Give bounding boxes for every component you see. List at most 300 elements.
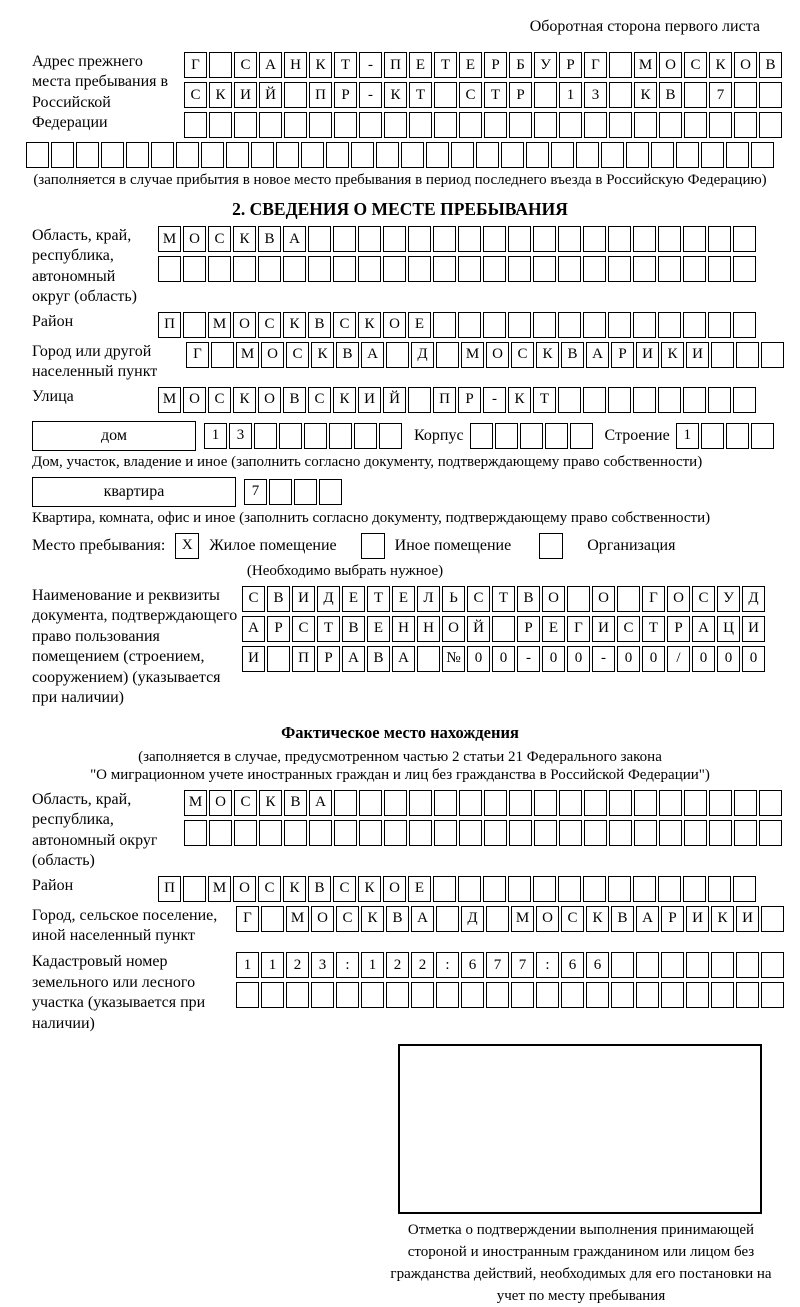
char-cell[interactable] [409,790,432,816]
char-cell[interactable]: 3 [584,82,607,108]
char-cell[interactable] [358,256,381,282]
char-cell[interactable]: О [734,52,757,78]
char-cell[interactable]: И [292,586,315,612]
char-cell[interactable] [633,256,656,282]
char-cell[interactable] [484,790,507,816]
char-cell[interactable]: К [209,82,232,108]
char-cell[interactable] [583,876,606,902]
char-cell[interactable] [711,342,734,368]
char-cell[interactable]: С [511,342,534,368]
char-cell[interactable] [51,142,74,168]
char-cell[interactable]: 1 [261,952,284,978]
char-cell[interactable] [609,820,632,846]
char-cell[interactable] [708,387,731,413]
char-cell[interactable] [361,982,384,1008]
char-cell[interactable] [508,256,531,282]
char-cell[interactable] [284,82,307,108]
char-cell[interactable]: 1 [559,82,582,108]
char-cell[interactable] [684,82,707,108]
char-cell[interactable]: К [536,342,559,368]
char-cell[interactable] [483,226,506,252]
char-cell[interactable]: О [542,586,565,612]
char-cell[interactable] [534,112,557,138]
char-cell[interactable] [286,982,309,1008]
char-cell[interactable] [751,142,774,168]
char-cell[interactable]: О [592,586,615,612]
char-cell[interactable] [484,820,507,846]
char-cell[interactable] [376,142,399,168]
char-cell[interactable] [611,952,634,978]
char-cell[interactable] [659,790,682,816]
char-cell[interactable] [183,256,206,282]
char-cell[interactable] [733,256,756,282]
char-cell[interactable] [234,820,257,846]
char-cell[interactable]: Н [417,616,440,642]
char-cell[interactable]: О [442,616,465,642]
char-cell[interactable] [558,387,581,413]
char-cell[interactable]: В [342,616,365,642]
char-cell[interactable] [676,142,699,168]
char-cell[interactable] [334,790,357,816]
char-cell[interactable] [201,142,224,168]
char-cell[interactable]: К [311,342,334,368]
char-cell[interactable]: С [286,342,309,368]
char-cell[interactable] [567,586,590,612]
char-cell[interactable]: С [242,586,265,612]
char-cell[interactable] [384,112,407,138]
char-cell[interactable] [426,142,449,168]
char-cell[interactable]: В [258,226,281,252]
char-cell[interactable] [451,142,474,168]
char-cell[interactable] [683,387,706,413]
char-cell[interactable]: О [311,906,334,932]
char-cell[interactable]: Е [392,586,415,612]
char-cell[interactable]: 1 [361,952,384,978]
char-cell[interactable] [658,876,681,902]
char-cell[interactable] [461,982,484,1008]
char-cell[interactable]: К [661,342,684,368]
char-cell[interactable]: - [483,387,506,413]
char-cell[interactable] [508,226,531,252]
char-cell[interactable]: О [233,312,256,338]
char-cell[interactable] [209,820,232,846]
stay-option-residential-checkbox[interactable]: X [175,533,199,559]
char-cell[interactable] [651,142,674,168]
char-cell[interactable] [433,312,456,338]
char-cell[interactable]: А [342,646,365,672]
char-cell[interactable] [559,112,582,138]
char-cell[interactable] [759,820,782,846]
char-cell[interactable] [734,820,757,846]
char-cell[interactable] [733,312,756,338]
char-cell[interactable] [633,226,656,252]
char-cell[interactable] [634,820,657,846]
char-cell[interactable]: - [359,82,382,108]
char-cell[interactable]: 1 [676,423,699,449]
char-cell[interactable]: 3 [229,423,252,449]
char-cell[interactable]: К [709,52,732,78]
char-cell[interactable]: С [692,586,715,612]
char-cell[interactable]: Д [317,586,340,612]
char-cell[interactable]: И [592,616,615,642]
char-cell[interactable] [659,820,682,846]
char-cell[interactable]: М [286,906,309,932]
char-cell[interactable] [336,982,359,1008]
char-cell[interactable] [559,820,582,846]
char-cell[interactable] [686,952,709,978]
char-cell[interactable] [545,423,568,449]
char-cell[interactable] [476,142,499,168]
char-cell[interactable] [351,142,374,168]
char-cell[interactable]: П [158,876,181,902]
char-cell[interactable]: О [486,342,509,368]
char-cell[interactable] [267,646,290,672]
char-cell[interactable] [433,226,456,252]
char-cell[interactable] [733,226,756,252]
char-cell[interactable]: Р [667,616,690,642]
char-cell[interactable] [276,142,299,168]
char-cell[interactable] [209,52,232,78]
char-cell[interactable]: Л [417,586,440,612]
char-cell[interactable]: И [636,342,659,368]
char-cell[interactable] [483,256,506,282]
char-cell[interactable]: Р [517,616,540,642]
char-cell[interactable] [558,226,581,252]
char-cell[interactable]: С [561,906,584,932]
char-cell[interactable] [708,256,731,282]
char-cell[interactable]: - [592,646,615,672]
char-cell[interactable] [26,142,49,168]
char-cell[interactable] [583,312,606,338]
char-cell[interactable]: К [358,876,381,902]
char-cell[interactable]: М [461,342,484,368]
char-cell[interactable] [408,256,431,282]
char-cell[interactable]: Й [259,82,282,108]
char-cell[interactable]: Р [509,82,532,108]
char-cell[interactable]: С [258,312,281,338]
char-cell[interactable]: С [684,52,707,78]
char-cell[interactable] [709,820,732,846]
char-cell[interactable]: № [442,646,465,672]
char-cell[interactable]: Т [533,387,556,413]
char-cell[interactable] [459,790,482,816]
char-cell[interactable] [626,142,649,168]
char-cell[interactable]: 0 [692,646,715,672]
char-cell[interactable] [559,790,582,816]
char-cell[interactable]: А [309,790,332,816]
char-cell[interactable]: М [208,876,231,902]
char-cell[interactable] [611,982,634,1008]
char-cell[interactable]: В [611,906,634,932]
char-cell[interactable] [408,387,431,413]
char-cell[interactable] [308,256,331,282]
char-cell[interactable]: М [208,312,231,338]
char-cell[interactable] [683,256,706,282]
char-cell[interactable] [211,342,234,368]
char-cell[interactable] [683,876,706,902]
char-cell[interactable] [711,952,734,978]
char-cell[interactable] [570,423,593,449]
char-cell[interactable] [226,142,249,168]
char-cell[interactable]: К [333,387,356,413]
char-cell[interactable]: Д [461,906,484,932]
char-cell[interactable] [636,982,659,1008]
char-cell[interactable] [583,256,606,282]
char-cell[interactable] [458,256,481,282]
char-cell[interactable] [354,423,377,449]
char-cell[interactable]: / [667,646,690,672]
char-cell[interactable] [584,112,607,138]
char-cell[interactable] [609,52,632,78]
char-cell[interactable]: Г [184,52,207,78]
char-cell[interactable] [359,112,382,138]
char-cell[interactable]: С [459,82,482,108]
char-cell[interactable]: И [686,342,709,368]
char-cell[interactable] [736,982,759,1008]
char-cell[interactable]: Е [367,616,390,642]
char-cell[interactable]: М [184,790,207,816]
char-cell[interactable] [509,112,532,138]
char-cell[interactable] [558,876,581,902]
char-cell[interactable]: И [358,387,381,413]
char-cell[interactable] [608,312,631,338]
char-cell[interactable]: 2 [386,952,409,978]
char-cell[interactable]: Й [383,387,406,413]
stay-option-organization-checkbox[interactable] [539,533,563,559]
char-cell[interactable]: О [183,387,206,413]
char-cell[interactable]: 2 [286,952,309,978]
char-cell[interactable]: Е [408,312,431,338]
char-cell[interactable] [283,256,306,282]
char-cell[interactable] [584,820,607,846]
char-cell[interactable]: Г [236,906,259,932]
char-cell[interactable] [411,982,434,1008]
char-cell[interactable] [733,387,756,413]
char-cell[interactable] [492,616,515,642]
char-cell[interactable] [508,312,531,338]
char-cell[interactable]: И [242,646,265,672]
char-cell[interactable] [434,112,457,138]
char-cell[interactable] [208,256,231,282]
char-cell[interactable] [533,876,556,902]
char-cell[interactable] [261,906,284,932]
char-cell[interactable]: А [586,342,609,368]
char-cell[interactable]: Т [484,82,507,108]
char-cell[interactable] [233,256,256,282]
char-cell[interactable] [301,142,324,168]
char-cell[interactable] [319,479,342,505]
char-cell[interactable]: 0 [467,646,490,672]
char-cell[interactable] [684,820,707,846]
char-cell[interactable] [609,790,632,816]
char-cell[interactable]: П [158,312,181,338]
char-cell[interactable]: Г [642,586,665,612]
char-cell[interactable]: : [436,952,459,978]
char-cell[interactable] [284,820,307,846]
char-cell[interactable]: М [158,226,181,252]
char-cell[interactable] [386,342,409,368]
char-cell[interactable] [409,820,432,846]
char-cell[interactable]: 2 [411,952,434,978]
char-cell[interactable] [483,876,506,902]
char-cell[interactable] [584,790,607,816]
char-cell[interactable]: С [184,82,207,108]
char-cell[interactable]: - [359,52,382,78]
char-cell[interactable] [384,820,407,846]
char-cell[interactable]: В [336,342,359,368]
char-cell[interactable]: Е [542,616,565,642]
char-cell[interactable]: К [283,312,306,338]
char-cell[interactable] [294,479,317,505]
char-cell[interactable]: О [258,387,281,413]
char-cell[interactable] [261,982,284,1008]
char-cell[interactable] [526,142,549,168]
char-cell[interactable] [617,586,640,612]
char-cell[interactable]: О [383,312,406,338]
char-cell[interactable] [759,790,782,816]
char-cell[interactable]: А [411,906,434,932]
char-cell[interactable]: Р [267,616,290,642]
char-cell[interactable]: П [384,52,407,78]
char-cell[interactable] [258,256,281,282]
char-cell[interactable]: 1 [204,423,227,449]
char-cell[interactable] [661,952,684,978]
char-cell[interactable] [386,982,409,1008]
char-cell[interactable]: Т [367,586,390,612]
char-cell[interactable]: К [358,312,381,338]
char-cell[interactable]: 7 [709,82,732,108]
char-cell[interactable]: С [333,312,356,338]
char-cell[interactable]: Р [458,387,481,413]
char-cell[interactable] [417,646,440,672]
char-cell[interactable] [433,256,456,282]
char-cell[interactable]: Р [611,342,634,368]
char-cell[interactable]: 0 [542,646,565,672]
stay-option-other-checkbox[interactable] [361,533,385,559]
char-cell[interactable] [359,790,382,816]
char-cell[interactable]: С [258,876,281,902]
char-cell[interactable]: К [586,906,609,932]
char-cell[interactable] [470,423,493,449]
char-cell[interactable] [683,312,706,338]
char-cell[interactable]: В [308,876,331,902]
char-cell[interactable] [558,256,581,282]
char-cell[interactable] [726,142,749,168]
char-cell[interactable]: М [236,342,259,368]
char-cell[interactable] [458,226,481,252]
char-cell[interactable] [759,82,782,108]
char-cell[interactable] [484,112,507,138]
char-cell[interactable]: К [233,226,256,252]
char-cell[interactable]: Й [467,616,490,642]
char-cell[interactable] [384,790,407,816]
char-cell[interactable] [684,790,707,816]
char-cell[interactable] [536,982,559,1008]
char-cell[interactable] [459,820,482,846]
char-cell[interactable] [379,423,402,449]
char-cell[interactable]: С [234,52,257,78]
char-cell[interactable]: Т [317,616,340,642]
char-cell[interactable] [408,226,431,252]
char-cell[interactable]: И [234,82,257,108]
char-cell[interactable] [686,982,709,1008]
char-cell[interactable] [609,82,632,108]
char-cell[interactable]: К [361,906,384,932]
char-cell[interactable]: С [208,387,231,413]
char-cell[interactable] [683,226,706,252]
char-cell[interactable] [551,142,574,168]
char-cell[interactable] [733,876,756,902]
char-cell[interactable]: В [367,646,390,672]
char-cell[interactable]: Р [317,646,340,672]
char-cell[interactable]: 1 [236,952,259,978]
char-cell[interactable] [459,112,482,138]
char-cell[interactable]: Е [459,52,482,78]
char-cell[interactable]: В [267,586,290,612]
char-cell[interactable]: 0 [567,646,590,672]
char-cell[interactable] [608,876,631,902]
char-cell[interactable] [658,256,681,282]
char-cell[interactable]: 7 [244,479,267,505]
char-cell[interactable]: С [467,586,490,612]
char-cell[interactable]: А [392,646,415,672]
char-cell[interactable] [359,820,382,846]
char-cell[interactable] [608,256,631,282]
char-cell[interactable] [486,982,509,1008]
char-cell[interactable]: А [692,616,715,642]
char-cell[interactable] [509,790,532,816]
char-cell[interactable] [183,312,206,338]
char-cell[interactable]: В [561,342,584,368]
char-cell[interactable] [734,112,757,138]
char-cell[interactable] [358,226,381,252]
char-cell[interactable]: И [686,906,709,932]
char-cell[interactable]: - [517,646,540,672]
char-cell[interactable] [533,256,556,282]
char-cell[interactable] [576,142,599,168]
char-cell[interactable] [761,342,784,368]
char-cell[interactable] [333,226,356,252]
char-cell[interactable] [409,112,432,138]
char-cell[interactable] [458,312,481,338]
char-cell[interactable] [734,82,757,108]
char-cell[interactable]: О [209,790,232,816]
char-cell[interactable]: 0 [492,646,515,672]
char-cell[interactable]: Б [509,52,532,78]
char-cell[interactable] [608,387,631,413]
char-cell[interactable]: 6 [461,952,484,978]
char-cell[interactable] [308,226,331,252]
char-cell[interactable]: В [308,312,331,338]
char-cell[interactable] [726,423,749,449]
char-cell[interactable] [495,423,518,449]
char-cell[interactable] [608,226,631,252]
char-cell[interactable]: В [759,52,782,78]
char-cell[interactable] [236,982,259,1008]
char-cell[interactable]: С [292,616,315,642]
char-cell[interactable]: О [667,586,690,612]
char-cell[interactable] [234,112,257,138]
char-cell[interactable] [304,423,327,449]
char-cell[interactable]: У [717,586,740,612]
char-cell[interactable]: В [517,586,540,612]
char-cell[interactable]: Р [334,82,357,108]
char-cell[interactable] [483,312,506,338]
char-cell[interactable]: Р [484,52,507,78]
char-cell[interactable] [184,820,207,846]
char-cell[interactable] [311,982,334,1008]
char-cell[interactable]: П [292,646,315,672]
